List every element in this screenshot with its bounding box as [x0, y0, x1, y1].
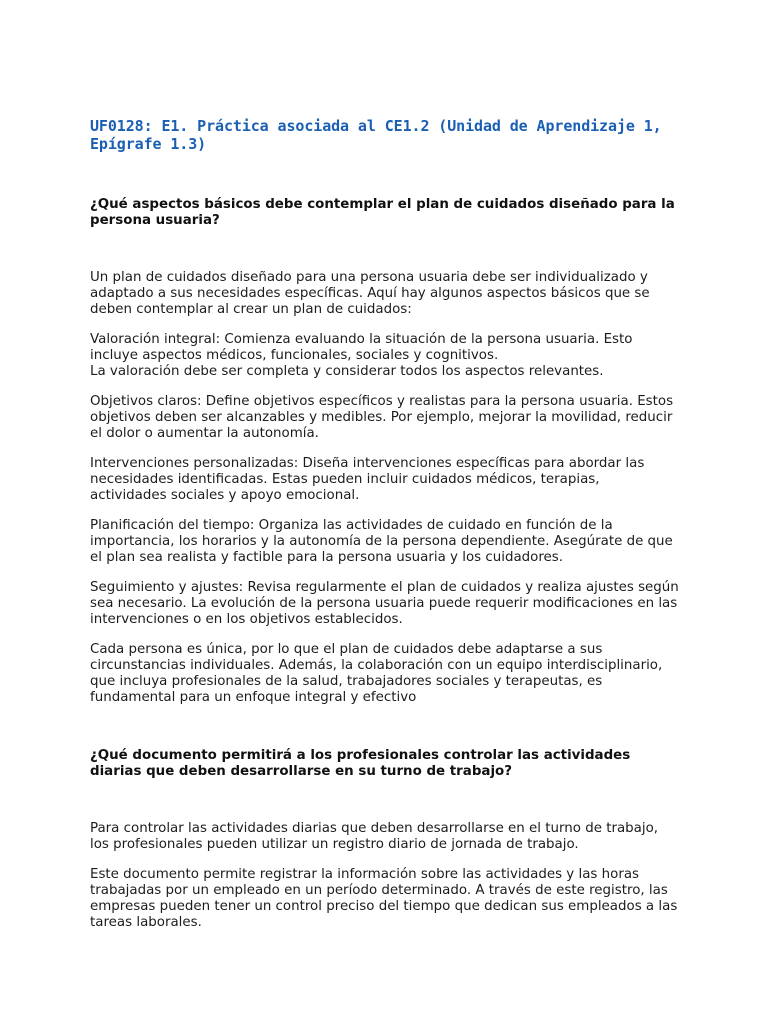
- conclusion-paragraph: Cada persona es única, por lo que el plan de cuidados debe adaptarse a sus circunstancias individuales. Además, la colaboración con un equipo interdisciplinario, que incluya profesionales de la salud, trabajadores sociales y terapeutas, es fundamental para un enfoque integral y efectivo: [90, 642, 663, 705]
- planificacion-tiempo-paragraph: Planificación del tiempo: Organiza las actividades de cuidado en función de la importancia, los horarios y la autonomía de la persona dependiente. Asegúrate de que el plan sea realista y factible para la persona usuaria y los cuidadores.: [90, 518, 673, 565]
- objetivos-claros-paragraph: Objetivos claros: Define objetivos específicos y realistas para la persona usuaria. Estos objetivos deben ser alcanzables y medibles. Por ejemplo, mejorar la movilidad, reducir el dolor o aumentar la autonomía.: [90, 394, 674, 441]
- section-2-question: ¿Qué documento permitirá a los profesionales controlar las actividades diarias que deben desarrollarse en su turno de trabajo?: [90, 748, 631, 779]
- valoracion-completa-text: La valoración debe ser completa y considerar todos los aspectos relevantes.: [90, 364, 604, 379]
- intervenciones-personalizadas-paragraph: Intervenciones personalizadas: Diseña intervenciones específicas para abordar las necesidades identificadas. Estas pueden incluir cuidados médicos, terapias, actividades sociales y apoyo emocional.: [90, 456, 645, 503]
- registro-description-paragraph: Este documento permite registrar la información sobre las actividades y las horas trabajadas por un empleado en un período determinado. A través de este registro, las empresas pueden tener un control preciso del tiempo que dedican sus empleados a las tareas laborales.: [90, 867, 678, 930]
- valoracion-integral-paragraph: [90, 332, 680, 380]
- section-2-intro-paragraph: Para controlar las actividades diarias que deben desarrollarse en el turno de trabajo, los profesionales pueden utilizar un registro diario de jornada de trabajo.: [90, 821, 659, 852]
- section-1-intro-paragraph: Un plan de cuidados diseñado para una persona usuaria debe ser individualizado y adaptado a sus necesidades específicas. Aquí hay algunos aspectos básicos que se deben contemplar al crear un plan de cuidados:: [90, 270, 650, 317]
- document-page: [90, 117, 680, 931]
- section-1-question: ¿Qué aspectos básicos debe contemplar el plan de cuidados diseñado para la persona usuaria?: [90, 197, 675, 228]
- valoracion-integral-text: Valoración integral: Comienza evaluando la situación de la persona usuaria. Esto incluye aspectos médicos, funcionales, sociales y cognitivos.: [90, 332, 633, 363]
- seguimiento-ajustes-paragraph: Seguimiento y ajustes: Revisa regularmente el plan de cuidados y realiza ajustes según sea necesario. La evolución de la persona usuaria puede requerir modificaciones en las intervenciones o en los objetivos establecidos.: [90, 580, 679, 627]
- document-title: UF0128: E1. Práctica asociada al CE1.2 (Unidad de Aprendizaje 1, Epígrafe 1.3): [90, 117, 662, 153]
